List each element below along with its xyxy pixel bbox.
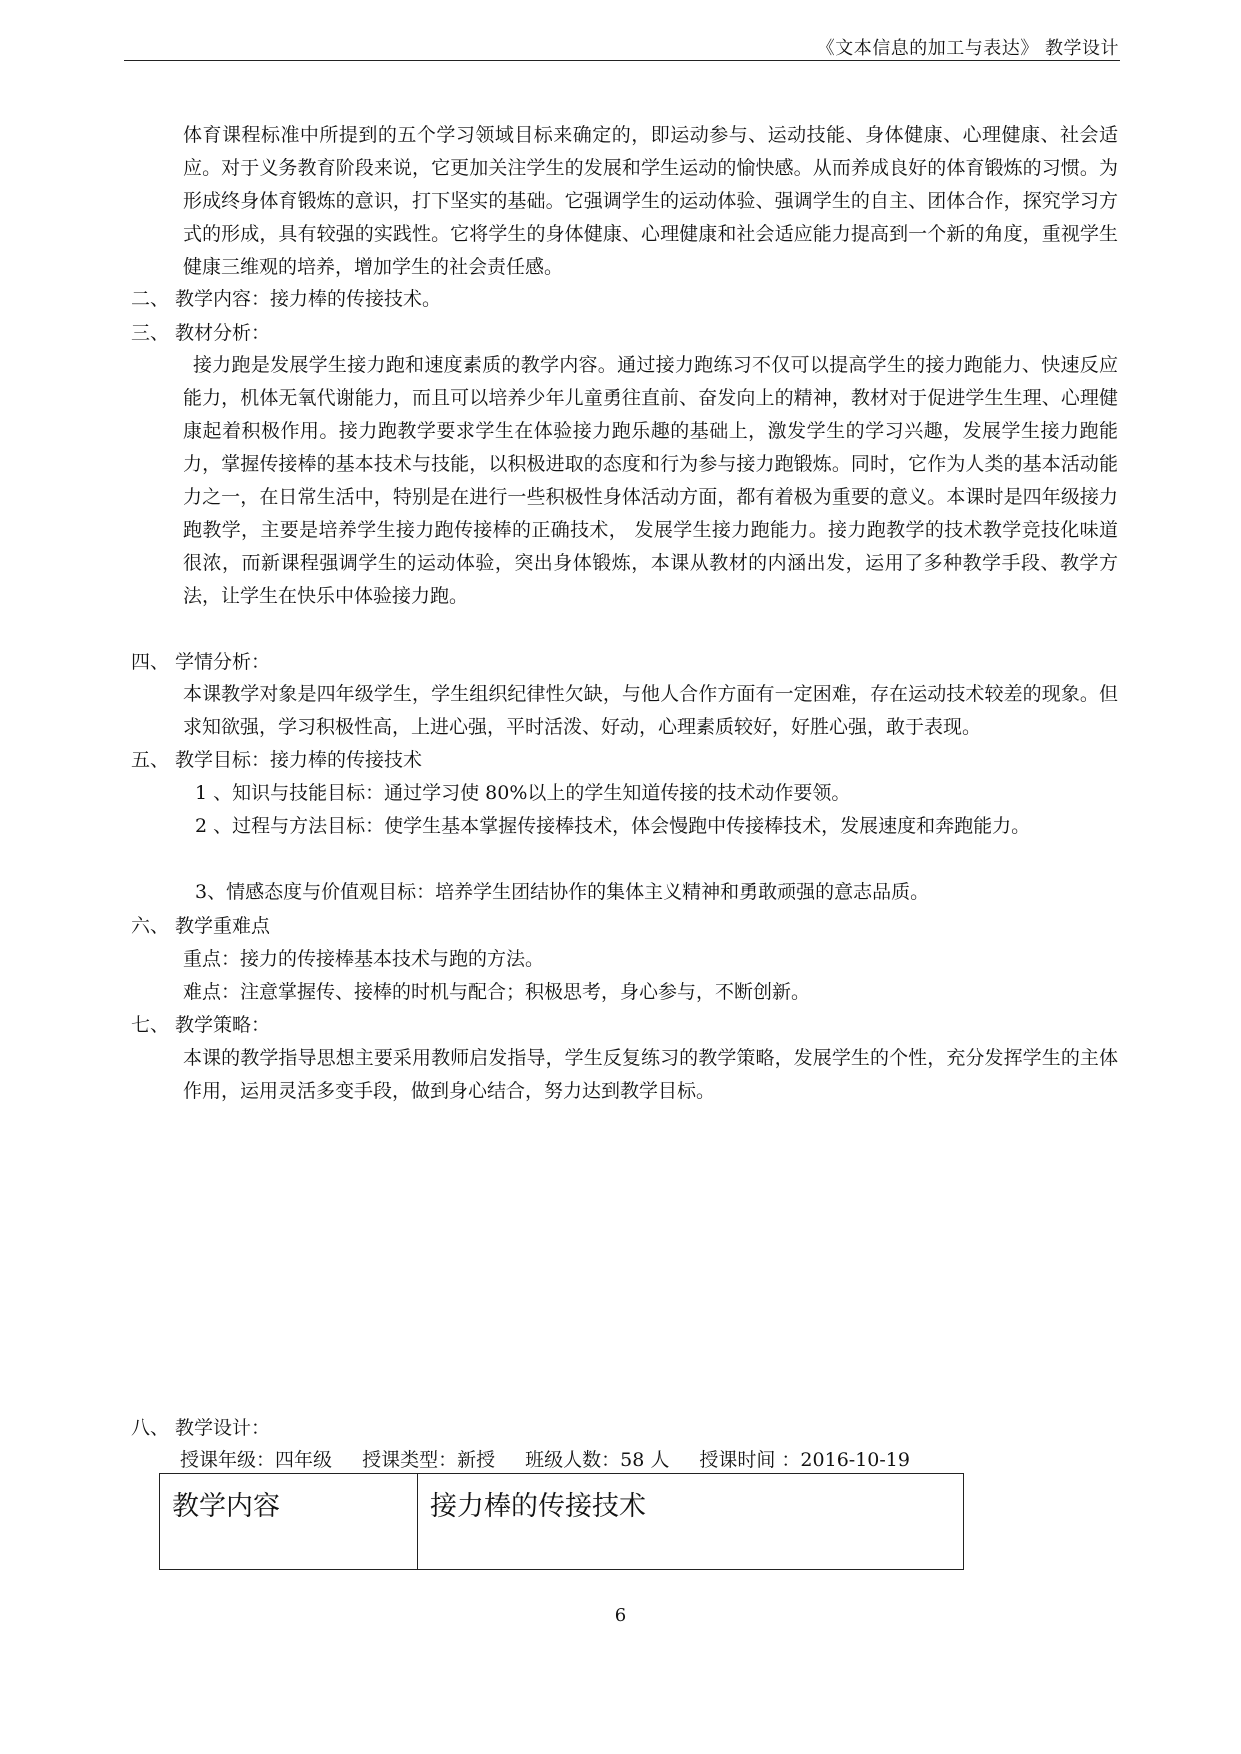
section-material-heading: 三、 教材分析： [131,322,271,344]
design-time: 授课时间 ：2016-10-19 [699,1449,910,1471]
header-rule [124,60,1120,61]
section-content-heading: 二、 教学内容：接力棒的传接技术。 [131,288,442,310]
section-design-heading: 八、 教学设计： [131,1417,271,1439]
intro-paragraph: 体育课程标准中所提到的五个学习领域目标来确定的，即运动参与、运动技能、身体健康、心理健康、社会适应。对于义务教育阶段来说，它更加关注学生的发展和学生运动的愉快感。从而养成良好的体育锻炼的习惯。为形成终身体育锻炼的意识，打下坚实的基础。它强调学生的运动体验、强调学生的自主、团体合作，探究学习方式的形成，具有较强的实践性。它将学生的身体健康、心理健康和社会适应能力提高到一个新的角度，重视学生健康三维观的培养，增加学生的社会责任感。 [183,124,1118,278]
header-title: 《文本信息的加工与表达》 教学设计 [816,38,1119,59]
keypoint-focus: 重点：接力的传接棒基本技术与跑的方法。 [183,948,545,970]
page-number: 6 [614,1605,627,1626]
section-material-body: 接力跑是发展学生接力跑和速度素质的教学内容。通过接力跑练习不仅可以提高学生的接力跑能力、快速反应能力，机体无氧代谢能力，而且可以培养少年儿童勇往直前、奋发向上的精神，教材对于促进学生生理、心理健康起着积极作用。接力跑教学要求学生在体验接力跑乐趣的基础上，激发学生的学习兴趣，发展学生接力跑能力，掌握传接棒的基本技术与技能，以积极进取的态度和行为参与接力跑锻炼。同时，它作为人类的基本活动能力之一，在日常生活中，特别是在进行一些积极性身体活动方面，都有着极为重要的意义。本课时是四年级接力跑教学，主要是培养学生接力跑传接棒的正确技术， 发展学生接力跑能力。接力跑教学的技术教学竞技化味道很浓，而新课程强调学生的运动体验，突出身体锻炼，本课从教材的内涵出发，运用了多种教学手段、教学方法，让学生在快乐中体验接力跑。 [183,354,1118,607]
design-info-row [180,1445,934,1472]
table-value-cell: 接力棒的传接技术 [418,1474,964,1570]
section-learners-heading: 四、 学情分析： [131,651,271,673]
goal-item-1: 1 、知识与技能目标：通过学习使 80%以上的学生知道传接的技术动作要领。 [195,782,851,804]
goal-item-2: 2 、过程与方法目标：使学生基本掌握传接棒技术，体会慢跑中传接棒技术，发展速度和奔跑能力。 [195,815,1031,837]
goal-item-3: 3、情感态度与价值观目标：培养学生团结协作的集体主义精神和勇敢顽强的意志品质。 [195,881,930,903]
section-strategy-body: 本课的教学指导思想主要采用教师启发指导，学生反复练习的教学策略，发展学生的个性，充分发挥学生的主体作用，运用灵活多变手段，做到身心结合，努力达到教学目标。 [183,1047,1118,1102]
table-row [160,1474,964,1570]
section-keypoints-heading: 六、 教学重难点 [131,915,271,937]
section-strategy-heading: 七、 教学策略： [131,1014,271,1036]
design-table [159,1473,964,1570]
keypoint-difficulty: 难点：注意掌握传、接棒的时机与配合；积极思考，身心参与，不断创新。 [183,981,811,1003]
design-grade: 授课年级：四年级 [180,1449,333,1471]
section-learners-body: 本课教学对象是四年级学生，学生组织纪律性欠缺，与他人合作方面有一定困难，存在运动技术较差的现象。但求知欲强，学习积极性高，上进心强，平时活泼、好动，心理素质较好，好胜心强，敢于表现。 [183,683,1118,738]
section-goals-heading: 五、 教学目标：接力棒的传接技术 [131,749,423,771]
design-class-size: 班级人数：58 人 [525,1449,670,1471]
table-label-cell: 教学内容 [160,1474,418,1570]
design-type: 授课类型：新授 [362,1449,496,1471]
